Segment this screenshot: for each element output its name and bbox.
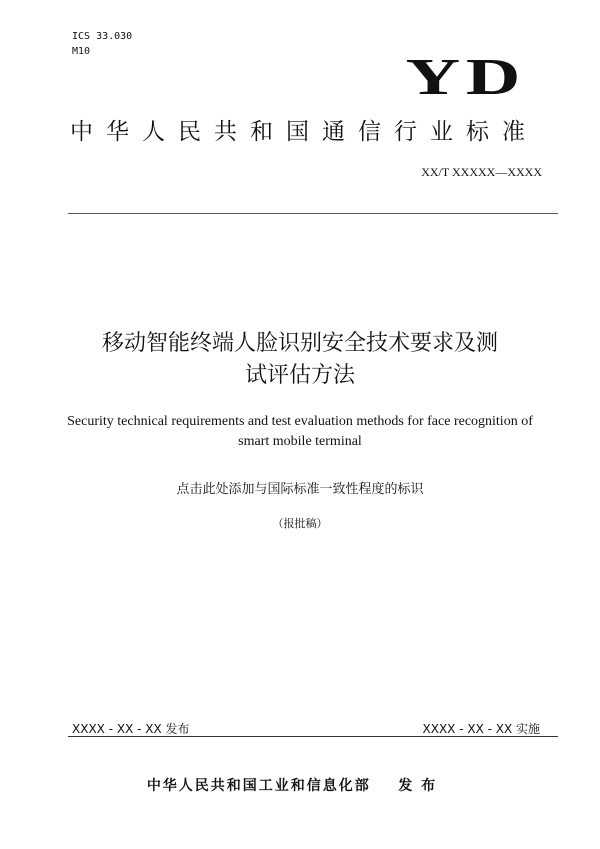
standard-code: XX/T XXXXX—XXXX: [421, 165, 542, 179]
top-divider: [68, 213, 558, 214]
issue-date: XXXX - XX - XX 发布: [72, 722, 190, 736]
standard-category-title: 中华人民共和国通信行业标准: [70, 119, 538, 145]
consistency-placeholder[interactable]: 点击此处添加与国际标准一致性程度的标识: [176, 482, 424, 497]
chinese-title: [50, 328, 550, 392]
chinese-title-line-1: 移动智能终端人脸识别安全技术要求及测: [101, 331, 498, 356]
ccs-code: M10: [72, 46, 91, 57]
draft-status: （报批稿）: [272, 517, 328, 530]
english-title-line-1: Security technical requirements and test evaluation methods for face recognition of: [67, 414, 533, 429]
publisher: 中华人民共和国工业和信息化部 发 布: [146, 778, 438, 794]
chinese-title-line-2: 试评估方法: [244, 363, 355, 388]
implementation-date: XXXX - XX - XX 实施: [422, 722, 540, 736]
english-title-line-2: smart mobile terminal: [238, 434, 362, 449]
ics-code: ICS 33.030: [72, 31, 133, 42]
english-title: [40, 412, 560, 452]
yd-logo: YD: [405, 49, 526, 106]
bottom-divider: [68, 736, 558, 737]
